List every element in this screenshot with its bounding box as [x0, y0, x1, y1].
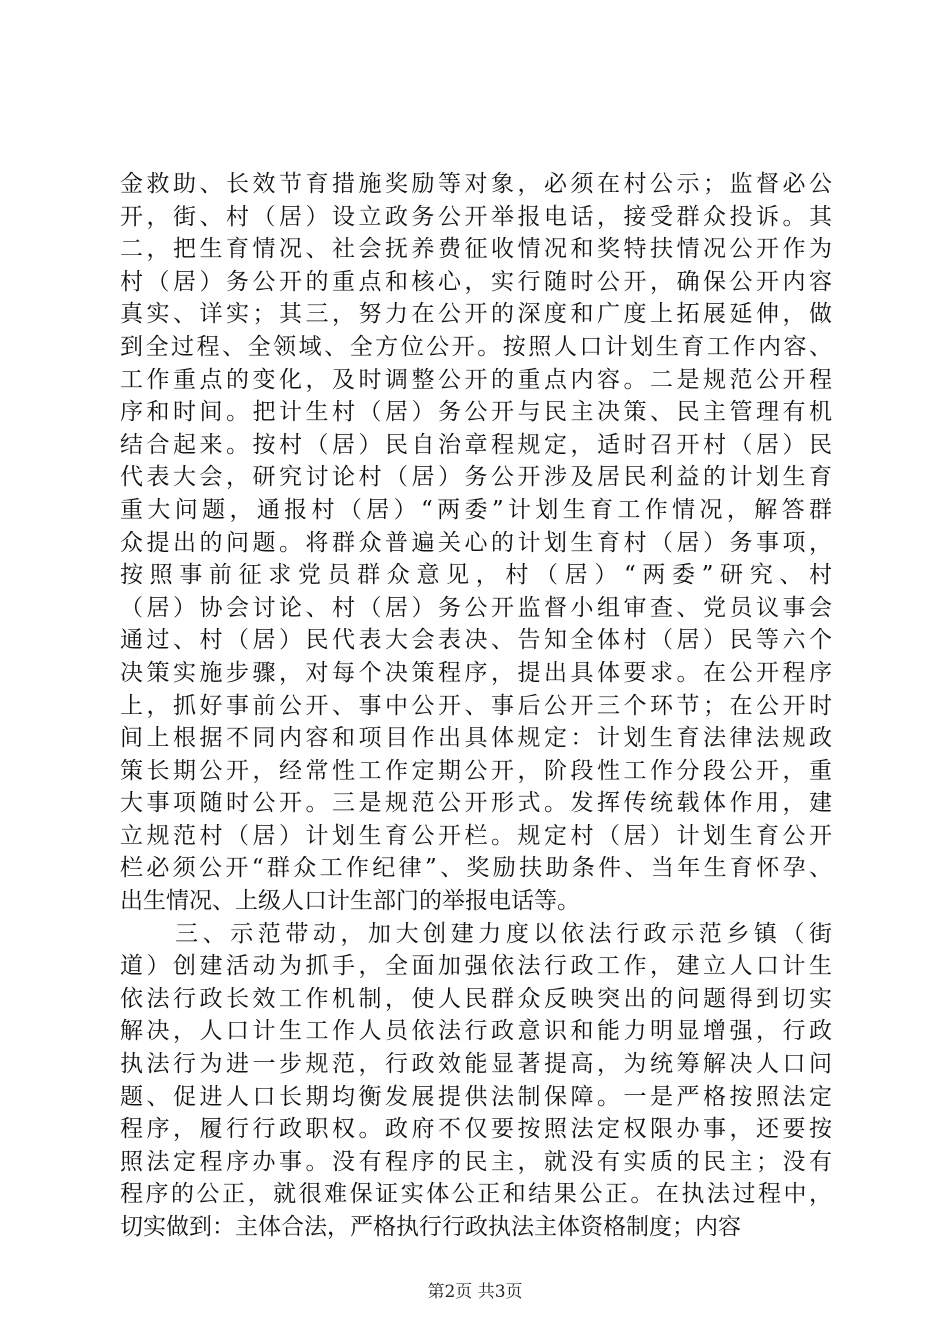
text-line: 执法行为进一步规范，行政效能显著提高，为统筹解决人口问 [120, 1051, 832, 1078]
text-line: 工作重点的变化，及时调整公开的重点内容。二是规范公开程 [120, 366, 832, 393]
text-line: 重大问题，通报村（居）“两委”计划生育工作情况，解答群 [120, 496, 832, 523]
text-line: 通过、村（居）民代表大会表决、告知全体村（居）民等六个 [120, 627, 832, 654]
text-line: 上，抓好事前公开、事中公开、事后公开三个环节；在公开时 [120, 692, 832, 719]
text-line: 村（居）务公开的重点和核心，实行随时公开，确保公开内容 [120, 268, 832, 295]
text-line: 大事项随时公开。三是规范公开形式。发挥传统载体作用，建 [120, 790, 832, 817]
text-line: 代表大会，研究讨论村（居）务公开涉及居民利益的计划生育 [120, 464, 832, 491]
text-line: 道）创建活动为抓手，全面加强依法行政工作，建立人口计生 [120, 953, 832, 980]
text-line: 策长期公开，经常性工作定期公开，阶段性工作分段公开，重 [120, 757, 832, 784]
text-line: 三、示范带动，加大创建力度以依法行政示范乡镇（街 [120, 920, 832, 947]
text-line: 结合起来。按村（居）民自治章程规定，适时召开村（居）民 [120, 431, 832, 458]
text-line: 到全过程、全领域、全方位公开。按照人口计划生育工作内容、 [120, 333, 832, 360]
text-line: 解决，人口计生工作人员依法行政意识和能力明显增强，行政 [120, 1018, 832, 1045]
text-line: 栏必须公开“群众工作纪律”、奖励扶助条件、当年生育怀孕、 [120, 855, 832, 882]
text-line: 切实做到：主体合法，严格执行行政执法主体资格制度；内容 [120, 1214, 741, 1240]
text-line: 程序，履行行政职权。政府不仅要按照法定权限办事，还要按 [120, 1116, 832, 1143]
text-line: 决策实施步骤，对每个决策程序，提出具体要求。在公开程序 [120, 659, 832, 686]
text-line: 序和时间。把计生村（居）务公开与民主决策、民主管理有机 [120, 399, 832, 426]
text-line: 金救助、长效节育措施奖励等对象，必须在村公示；监督必公 [120, 171, 832, 197]
text-line: 题、促进人口长期均衡发展提供法制保障。一是严格按照法定 [120, 1083, 832, 1110]
text-line: 出生情况、上级人口计生部门的举报电话等。 [120, 888, 580, 915]
text-line: 二，把生育情况、社会抚养费征收情况和奖特扶情况公开作为 [120, 236, 832, 263]
text-line: 程序的公正，就很难保证实体公正和结果公正。在执法过程中， [120, 1181, 832, 1208]
text-line: 间上根据不同内容和项目作出具体规定：计划生育法律法规政 [120, 725, 832, 752]
text-line: 开，街、村（居）设立政务公开举报电话，接受群众投诉。其 [120, 203, 832, 230]
text-line: 依法行政长效工作机制，使人民群众反映突出的问题得到切实 [120, 985, 832, 1012]
text-line: （居）协会讨论、村（居）务公开监督小组审查、党员议事会 [120, 594, 832, 621]
text-line: 按照事前征求党员群众意见，村（居）“两委”研究、村 [120, 562, 832, 589]
text-line: 众提出的问题。将群众普遍关心的计划生育村（居）务事项， [120, 529, 832, 556]
text-line: 立规范村（居）计划生育公开栏。规定村（居）计划生育公开 [120, 822, 832, 849]
body-text [120, 168, 832, 1244]
text-line: 真实、详实；其三，努力在公开的深度和广度上拓展延伸，做 [120, 301, 832, 328]
text-line: 照法定程序办事。没有程序的民主，就没有实质的民主；没有 [120, 1148, 832, 1175]
page-footer: 第2页 共3页 [427, 1282, 523, 1302]
